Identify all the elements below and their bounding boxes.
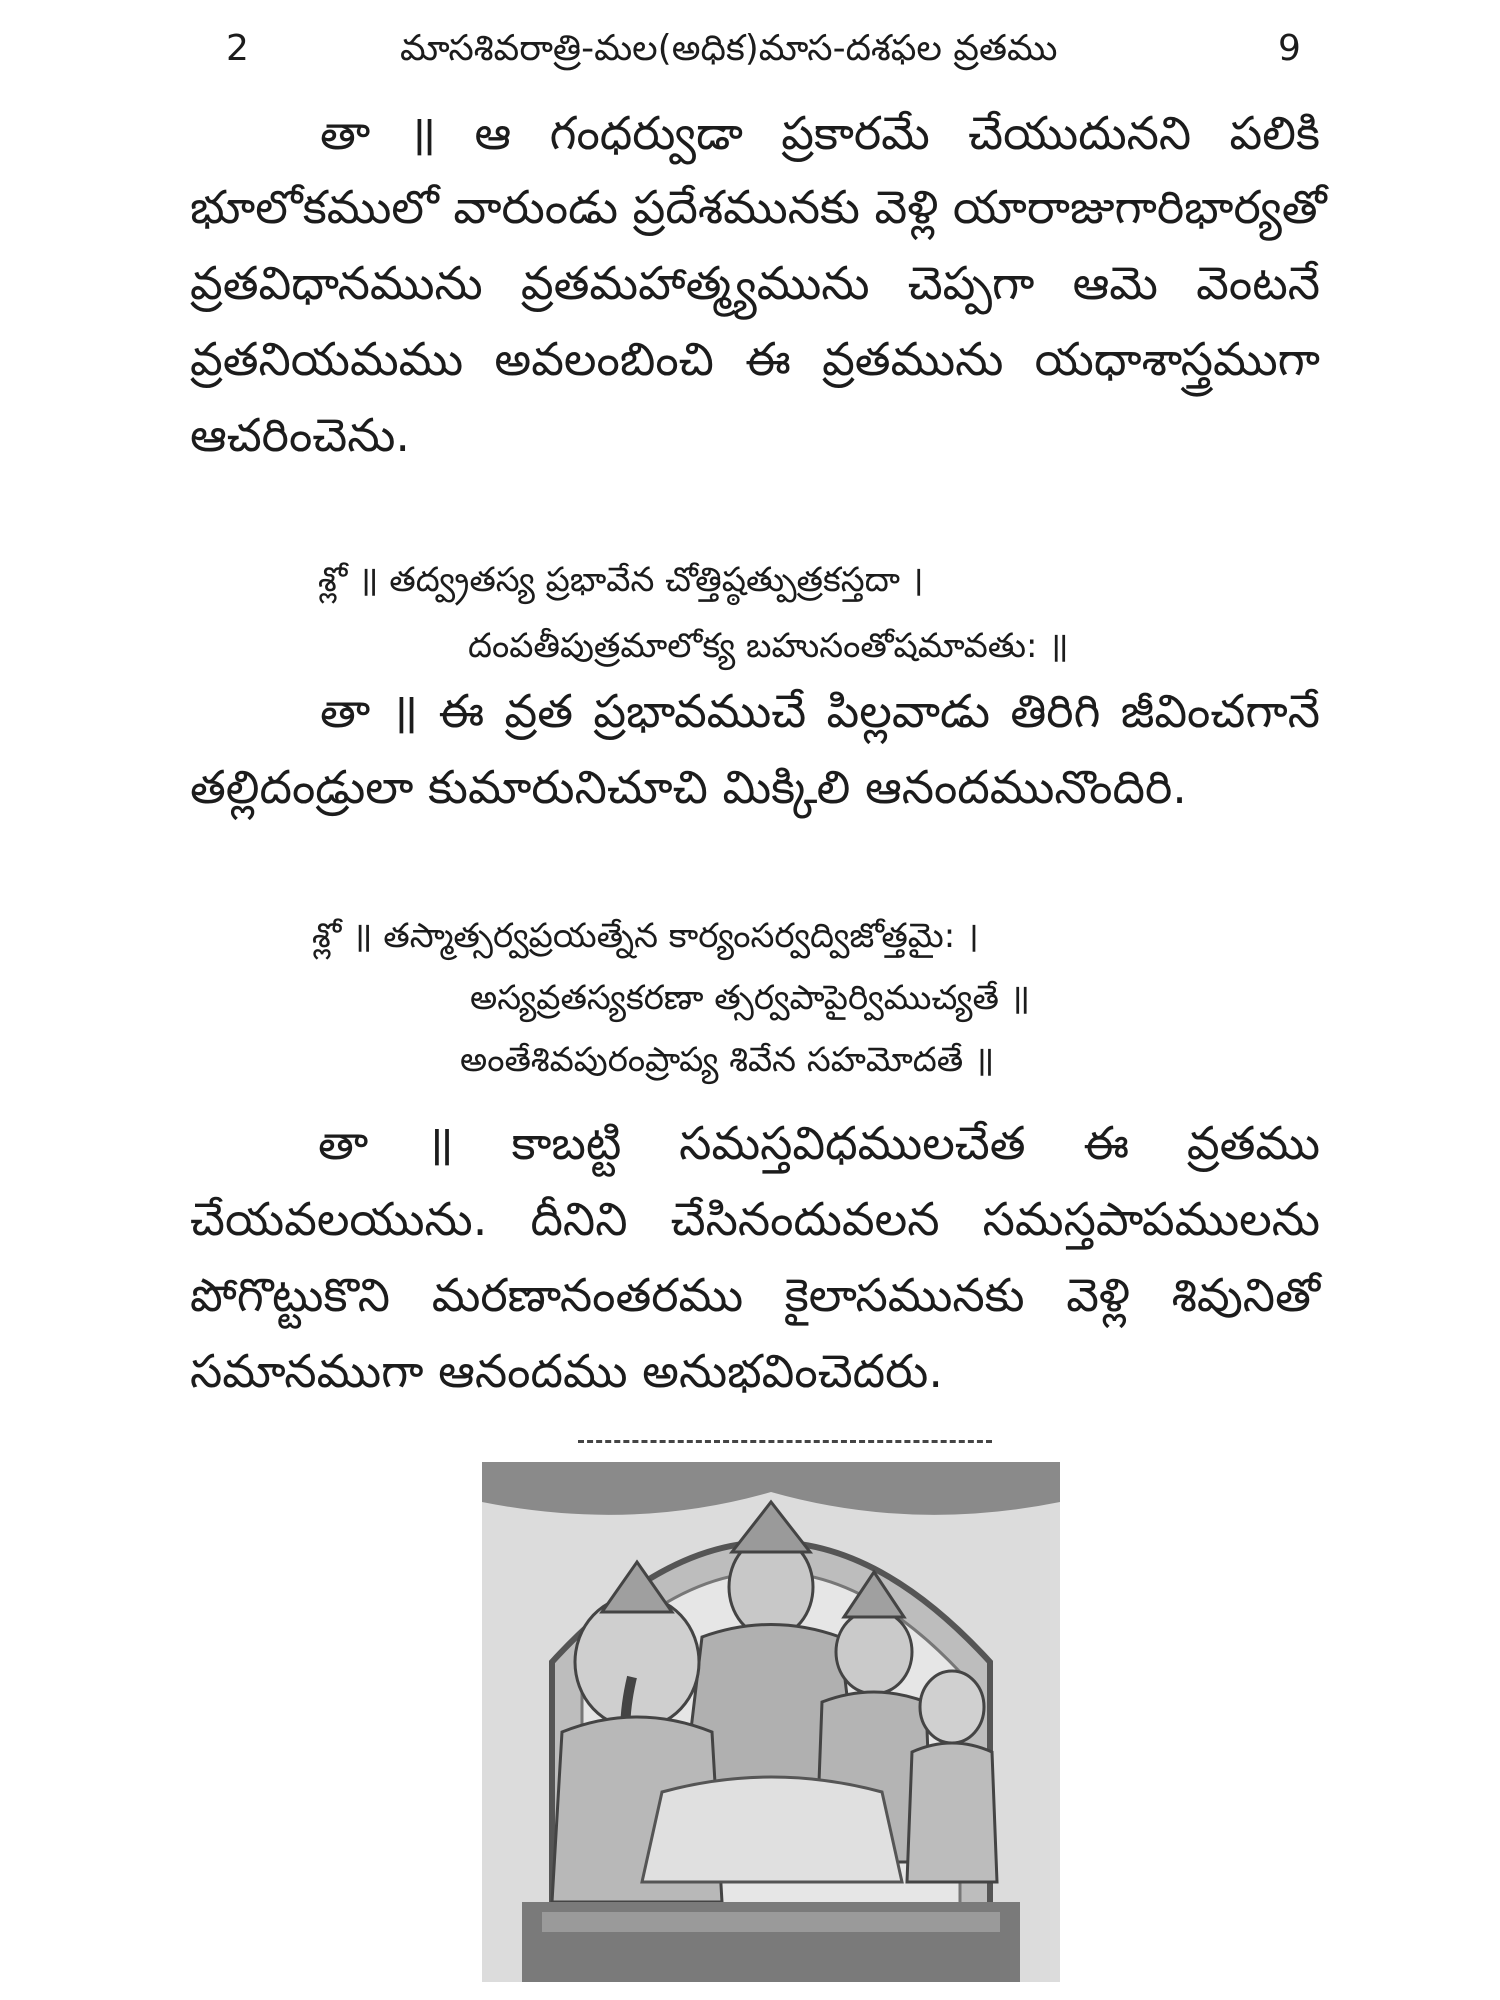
sloka1-line-1: శ్లో ॥ తద్వ్రతస్య ప్రభావేన చోత్తిష్ఠత్పుత్రకస్తదా । [318, 560, 924, 600]
para1-line-1: తా ॥ ఆ గంధర్వుడా ప్రకారమే చేయుదునని పలికి [320, 106, 1320, 160]
para1-line-3: వ్రతవిధానమును వ్రతమహాత్మ్యమును చెప్పగా ఆమె వెంటనే [190, 256, 1320, 310]
page-number-left: 2 [226, 28, 249, 69]
para3-line-1: తా ॥ కాబట్టి సమస్తవిధములచేత ఈ వ్రతము [318, 1116, 1320, 1170]
para1-line-2: భూలోకములో వారుండు ప్రదేశమునకు వెళ్లి యారాజుగారిభార్యతో [190, 180, 1327, 234]
page-number-right: 9 [1278, 28, 1301, 69]
sloka2-line-1: శ్లో ॥ తస్మాత్సర్వప్రయత్నేన కార్యంసర్వద్విజోత్తమై: । [312, 916, 979, 956]
para1-line-4: వ్రతనియమము అవలంబించి ఈ వ్రతమును యధాశాస్త్రముగా [190, 332, 1320, 386]
sloka2-line-3: అంతేశివపురంప్రాప్య శివేన సహమోదతే ॥ [460, 1040, 995, 1080]
para3-line-2: చేయవలయును. దీనిని చేసినందువలన సమస్తపాపములను [190, 1192, 1320, 1246]
deity-family-illustration [482, 1462, 1060, 1982]
para2-line-1: తా ॥ ఈ వ్రత ప్రభావముచే పిల్లవాడు తిరిగి జీవించగానే [320, 684, 1320, 738]
para3-line-3: పోగొట్టుకొని మరణానంతరము కైలాసమునకు వెళ్లి శివునితో [190, 1268, 1320, 1322]
section-divider [578, 1440, 992, 1443]
para1-line-5: ఆచరించెను. [190, 408, 411, 462]
sloka1-line-2: దంపతీపుత్రమాలోక్య బహుసంతోషమావతు: ॥ [468, 626, 1069, 666]
sloka2-line-2: అస్యవ్రతస్యకరణా త్సర్వపాపైర్విముచ్యతే ॥ [470, 978, 1031, 1018]
para2-line-2: తల్లిదండ్రులా కుమారునిచూచి మిక్కిలి ఆనందమునొందిరి. [190, 760, 1187, 814]
running-header-title: మాసశివరాత్రి-మల(అధిక)మాస-దశఫల వ్రతము [400, 28, 1058, 69]
para3-line-4: సమానముగా ఆనందము అనుభవించెదరు. [190, 1344, 943, 1398]
